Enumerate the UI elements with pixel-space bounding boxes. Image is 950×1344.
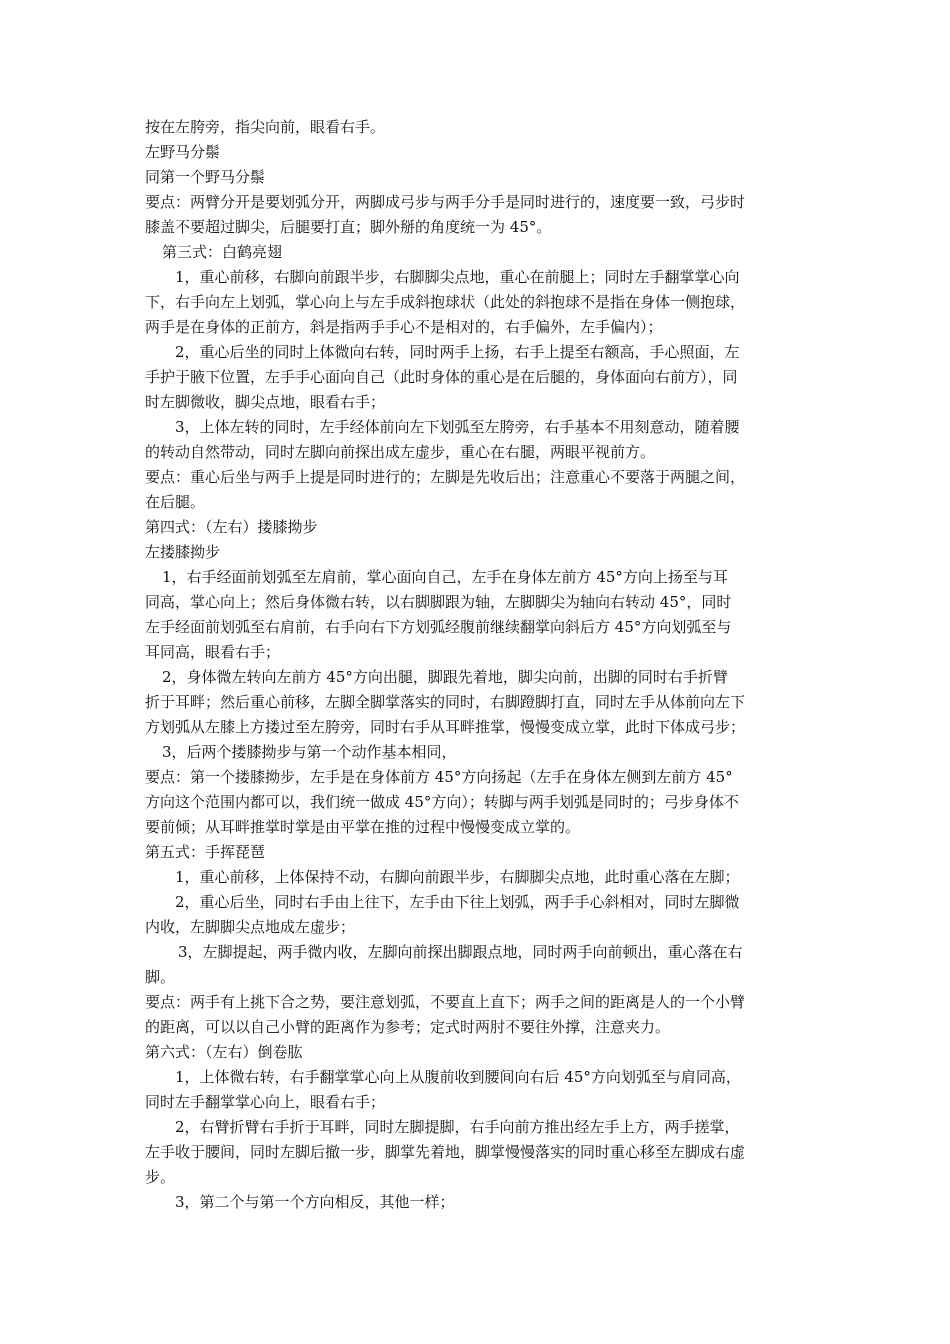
step-line: 1，重心前移，上体保持不动，右脚向前跟半步，右脚脚尖点地，此时重心落在左脚； [175,868,740,886]
key-points-line: 要点：重心后坐与两手上提是同时进行的；左脚是先收后出；注意重心不要落于两腿之间， [145,468,746,486]
text-line: 时左脚微收，脚尖点地，眼看右手； [145,393,386,411]
text-line: 膝盖不要超过脚尖，后腿要打直；脚外掰的角度统一为 45°。 [145,218,552,236]
text-line: 方划弧从左膝上方搂过至左胯旁，同时右手从耳畔推掌，慢慢变成立掌，此时下体成弓步； [145,718,746,736]
section-title-left-wild-horse: 左野马分鬃 [145,143,221,161]
text-line: 左手收于腰间，同时左脚后撤一步，脚掌先着地，脚掌慢慢落实的同时重心移至左脚成右虚 [145,1143,746,1161]
section-title-form-3: 第三式：白鹤亮翅 [162,243,283,261]
step-line: 3，第二个与第一个方向相反，其他一样； [175,1193,455,1211]
text-line: 耳同高，眼看右手； [145,643,281,661]
text-line: 脚。 [145,968,176,986]
text-line: 左手经面前划弧至右肩前，右手向右下方划弧经腹前继续翻掌向斜后方 45°方向划弧至与 [145,618,732,636]
step-line: 2，重心后坐，同时右手由上往下，左手由下往上划弧，两手手心斜相对，同时左脚微 [175,893,740,911]
section-subtitle: 左搂膝拗步 [145,543,221,561]
text-line: 的转动自然带动，同时左脚向前探出成左虚步，重心在右腿，两眼平视前方。 [145,443,656,461]
step-line: 3，上体左转的同时，左手经体前向左下划弧至左胯旁，右手基本不用刻意动，随着腰 [175,418,740,436]
text-line: 内收，左脚脚尖点地成左虚步； [145,918,356,936]
step-line: 3，左脚提起，两手微内收，左脚向前探出脚跟点地，同时两手向前顿出，重心落在右 [178,943,743,961]
text-line: 的距离，可以以自己小臂的距离作为参考；定式时两肘不要往外撑，注意夹力。 [145,1018,671,1036]
text-line: 同时左手翻掌掌心向上，眼看右手； [145,1093,386,1111]
step-line: 3，后两个搂膝拗步与第一个动作基本相同， [162,743,457,761]
step-line: 2，重心后坐的同时上体微向右转，同时两手上扬，右手上提至右额高，手心照面，左 [175,343,740,361]
step-line: 1，右手经面前划弧至左肩前，掌心面向自己，左手在身体左前方 45°方向上扬至与耳 [162,568,728,586]
step-line: 2，身体微左转向左前方 45°方向出腿，脚跟先着地，脚尖向前，出脚的同时右手折臂 [162,668,728,686]
text-line: 方向这个范围内都可以，我们统一做成 45°方向）；转脚与两手划弧是同时的；弓步身体不 [145,793,739,811]
text-line: 折于耳畔；然后重心前移，左脚全脚掌落实的同时，右脚蹬脚打直，同时左手从体前向左下 [145,693,746,711]
text-line: 要前倾；从耳畔推掌时掌是由平掌在推的过程中慢慢变成立掌的。 [145,818,581,836]
key-points-line: 要点：两臂分开是要划弧分开，两脚成弓步与两手分手是同时进行的，速度要一致，弓步时 [145,193,746,211]
section-title-form-6: 第六式：（左右）倒卷肱 [145,1043,303,1061]
text-line: 同第一个野马分鬃 [145,168,266,186]
text-line: 手护于腋下位置，左手手心面向自己（此时身体的重心是在后腿的，身体面向右前方），同 [145,368,738,386]
step-line: 1，重心前移，右脚向前跟半步，右脚脚尖点地，重心在前腿上；同时左手翻掌掌心向 [175,268,740,286]
text-line: 同高，掌心向上；然后身体微右转，以右脚脚跟为轴，左脚脚尖为轴向右转动 45°，同时 [145,593,732,611]
text-line: 按在左胯旁，指尖向前，眼看右手。 [145,118,386,136]
key-points-line: 要点：第一个搂膝拗步，左手是在身体前方 45°方向扬起（左手在身体左侧到左前方 45° [145,768,733,786]
section-title-form-4: 第四式：（左右）搂膝拗步 [145,518,318,536]
text-line: 步。 [145,1168,176,1186]
text-line: 两手是在身体的正前方，斜是指两手手心不是相对的，右手偏外，左手偏内）； [145,318,663,336]
text-line: 在后腿。 [145,493,206,511]
section-title-form-5: 第五式：手挥琵琶 [145,843,266,861]
step-line: 2，右臂折臂右手折于耳畔，同时左脚提脚，右手向前方推出经左手上方，两手搓掌， [175,1118,740,1136]
step-line: 1，上体微右转，右手翻掌掌心向上从腹前收到腰间向右后 45°方向划弧至与肩同高， [175,1068,741,1086]
key-points-line: 要点：两手有上挑下合之势，要注意划弧，不要直上直下；两手之间的距离是人的一个小臂 [145,993,746,1011]
text-line: 下，右手向左上划弧，掌心向上与左手成斜抱球状（此处的斜抱球不是指在身体一侧抱球， [145,293,746,311]
document-body [145,115,810,1215]
